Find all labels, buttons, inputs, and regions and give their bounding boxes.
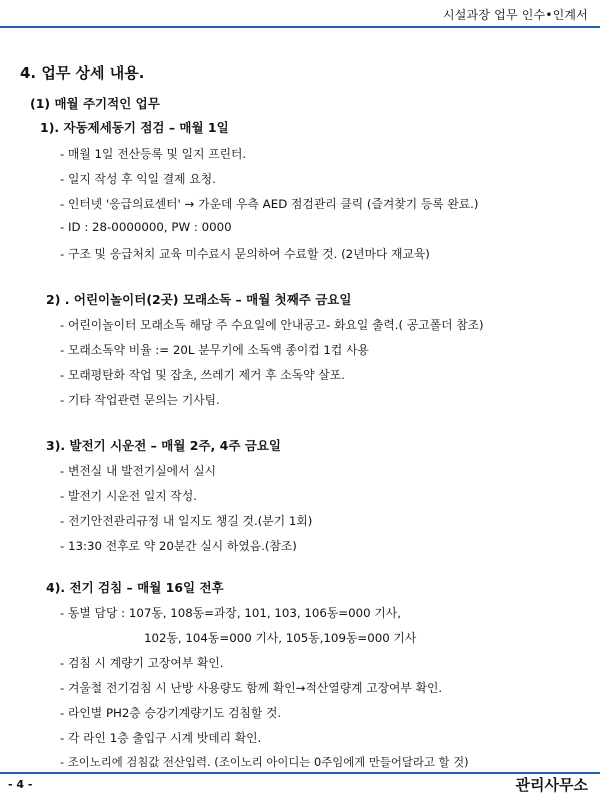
section-title: 4. 업무 상세 내용. xyxy=(20,64,145,82)
document-title: 시설과장 업무 인수•인계서 xyxy=(442,8,588,22)
list-item: - 인터넷 '응급의료센터' → 가운데 우측 AED 점검관리 클릭 (즐겨찾기 등록 완료.) xyxy=(60,197,479,211)
list-item: - 라인별 PH2층 승강기계량기도 검침할 것. xyxy=(60,706,282,720)
list-item: - 어린이놀이터 모래소독 해당 주 수요일에 안내공고- 화요일 출력.( 공고폴더 참조) xyxy=(60,318,484,332)
item-heading-sand-disinfection: 2) . 어린이놀이터(2곳) 모래소독 – 매월 첫째주 금요일 xyxy=(46,292,352,307)
office-name: 관리사무소 xyxy=(515,776,588,794)
list-item: - ID : 28-0000000, PW : 0000 xyxy=(60,220,232,234)
list-item-continuation: 102동, 104동=000 기사, 105동,109동=000 기사 xyxy=(144,631,417,645)
list-item: - 각 라인 1층 출입구 시계 밧데리 확인. xyxy=(60,731,262,745)
list-item: - 일지 작성 후 익일 결제 요청. xyxy=(60,172,216,186)
list-item: - 변전실 내 발전기실에서 실시 xyxy=(60,464,217,478)
item-heading-meter-reading: 4). 전기 검침 – 매월 16일 전후 xyxy=(46,580,224,595)
subsection-title: (1) 매월 주기적인 업무 xyxy=(30,96,160,111)
list-item: - 구조 및 응급처치 교육 미수료시 문의하여 수료할 것. (2년마다 재교육) xyxy=(60,247,430,261)
list-item: - 검침 시 계량기 고장여부 확인. xyxy=(60,656,224,670)
list-item: - 발전기 시운전 일지 작성. xyxy=(60,489,197,503)
item-heading-generator-test: 3). 발전기 시운전 – 매월 2주, 4주 금요일 xyxy=(46,438,281,453)
header-divider xyxy=(0,26,600,28)
list-item: - 모래평탄화 작업 및 잡초, 쓰레기 제거 후 소독약 살포. xyxy=(60,368,345,382)
list-item: - 매월 1일 전산등록 및 일지 프린터. xyxy=(60,147,247,161)
list-item: - 겨울철 전기검침 시 난방 사용량도 함께 확인→적산열량계 고장여부 확인. xyxy=(60,681,443,695)
list-item: - 모래소독약 비율 := 20L 분무기에 소독액 종이컵 1컵 사용 xyxy=(60,343,369,357)
list-item: - 전기안전관리규정 내 일지도 챙길 것.(분기 1회) xyxy=(60,514,313,528)
page-number: - 4 - xyxy=(8,778,33,791)
list-item: - 조이노리에 검침값 전산입력. (조이노리 아이디는 0주임에게 만들어달라고 할 것) xyxy=(60,755,469,769)
item-heading-aed-inspection: 1). 자동제세동기 점검 – 매월 1일 xyxy=(40,120,229,135)
list-item: - 기타 작업관련 문의는 기사팀. xyxy=(60,393,220,407)
list-item: - 13:30 전후로 약 20분간 실시 하였음.(참조) xyxy=(60,539,297,553)
footer-divider xyxy=(0,772,600,774)
list-item: - 동별 담당 : 107동, 108동=과장, 101, 103, 106동=000 기사, xyxy=(60,606,401,620)
